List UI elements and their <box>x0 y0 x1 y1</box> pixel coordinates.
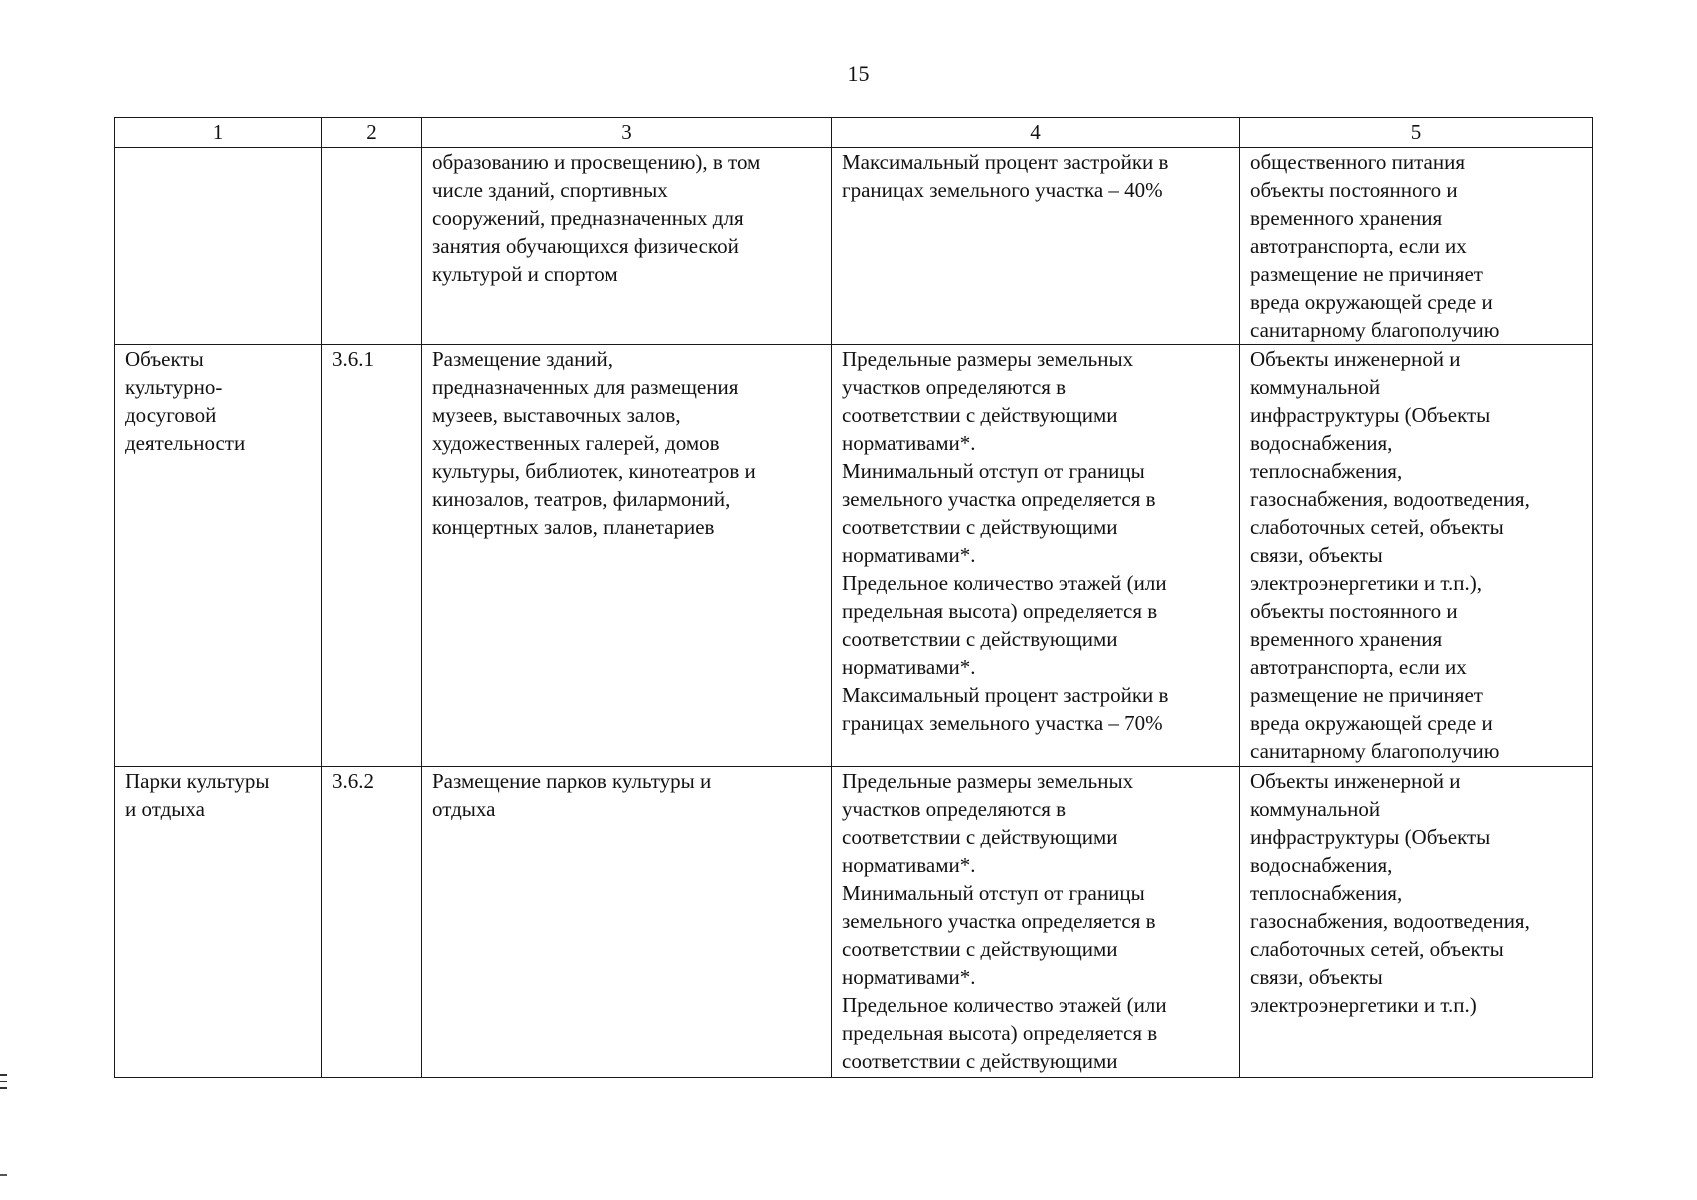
table-row <box>115 767 1593 1078</box>
cell-description: Размещение зданий, предназначенных для размещения музеев, выставочных залов, художественных галерей, домов культуры, библиотек, кинотеатров и кинозалов, театров, филармоний, концертных залов, планетариев <box>422 345 832 767</box>
column-header-3: 3 <box>422 118 832 148</box>
cell-code: 3.6.2 <box>322 767 422 1078</box>
cell-parameters: Предельные размеры земельных участков определяются в соответствии с действующими нормативами*. Минимальный отступ от границы земельного участка определяется в соответствии с действующими нормативами*. Предельное количество этажей (или предельная высота) определяется в соответствии с действующими <box>832 767 1240 1078</box>
cell-code: 3.6.1 <box>322 345 422 767</box>
cell-name <box>115 148 322 345</box>
binding-mark <box>0 1081 7 1083</box>
column-header-2: 2 <box>322 118 422 148</box>
binding-mark <box>0 1087 7 1089</box>
binding-marks <box>0 1074 8 1094</box>
binding-mark <box>0 1174 7 1176</box>
cell-parameters: Максимальный процент застройки в границах земельного участка – 40% <box>832 148 1240 345</box>
cell-parameters: Предельные размеры земельных участков определяются в соответствии с действующими нормативами*. Минимальный отступ от границы земельного участка определяется в соответствии с действующими нормативами*. Предельное количество этажей (или предельная высота) определяется в соответствии с действующими нормативами*. Максимальный процент застройки в границах земельного участка – 70% <box>832 345 1240 767</box>
column-header-5: 5 <box>1240 118 1593 148</box>
column-header-4: 4 <box>832 118 1240 148</box>
cell-auxiliary: общественного питания объекты постоянного и временного хранения автотранспорта, если их размещение не причиняет вреда окружающей среде и санитарному благополучию <box>1240 148 1593 345</box>
table-header-row <box>115 118 1593 148</box>
cell-description: образованию и просвещению), в том числе зданий, спортивных сооружений, предназначенных для занятия обучающихся физической культурой и спортом <box>422 148 832 345</box>
cell-description: Размещение парков культуры и отдыха <box>422 767 832 1078</box>
cell-auxiliary: Объекты инженерной и коммунальной инфраструктуры (Объекты водоснабжения, теплоснабжения, газоснабжения, водоотведения, слаботочных сетей, объекты связи, объекты электроэнергетики и т.п.) <box>1240 767 1593 1078</box>
cell-auxiliary: Объекты инженерной и коммунальной инфраструктуры (Объекты водоснабжения, теплоснабжения, газоснабжения, водоотведения, слаботочных сетей, объекты связи, объекты электроэнергетики и т.п.), объекты постоянного и временного хранения автотранспорта, если их размещение не причиняет вреда окружающей среде и санитарному благополучию <box>1240 345 1593 767</box>
binding-mark <box>0 1074 7 1076</box>
table-row <box>115 148 1593 345</box>
table-row <box>115 345 1593 767</box>
cell-name: Объекты культурно- досуговой деятельности <box>115 345 322 767</box>
cell-name: Парки культуры и отдыха <box>115 767 322 1078</box>
column-header-1: 1 <box>115 118 322 148</box>
page-number: 15 <box>847 61 870 86</box>
cell-code <box>322 148 422 345</box>
regulations-table <box>114 117 1593 1078</box>
